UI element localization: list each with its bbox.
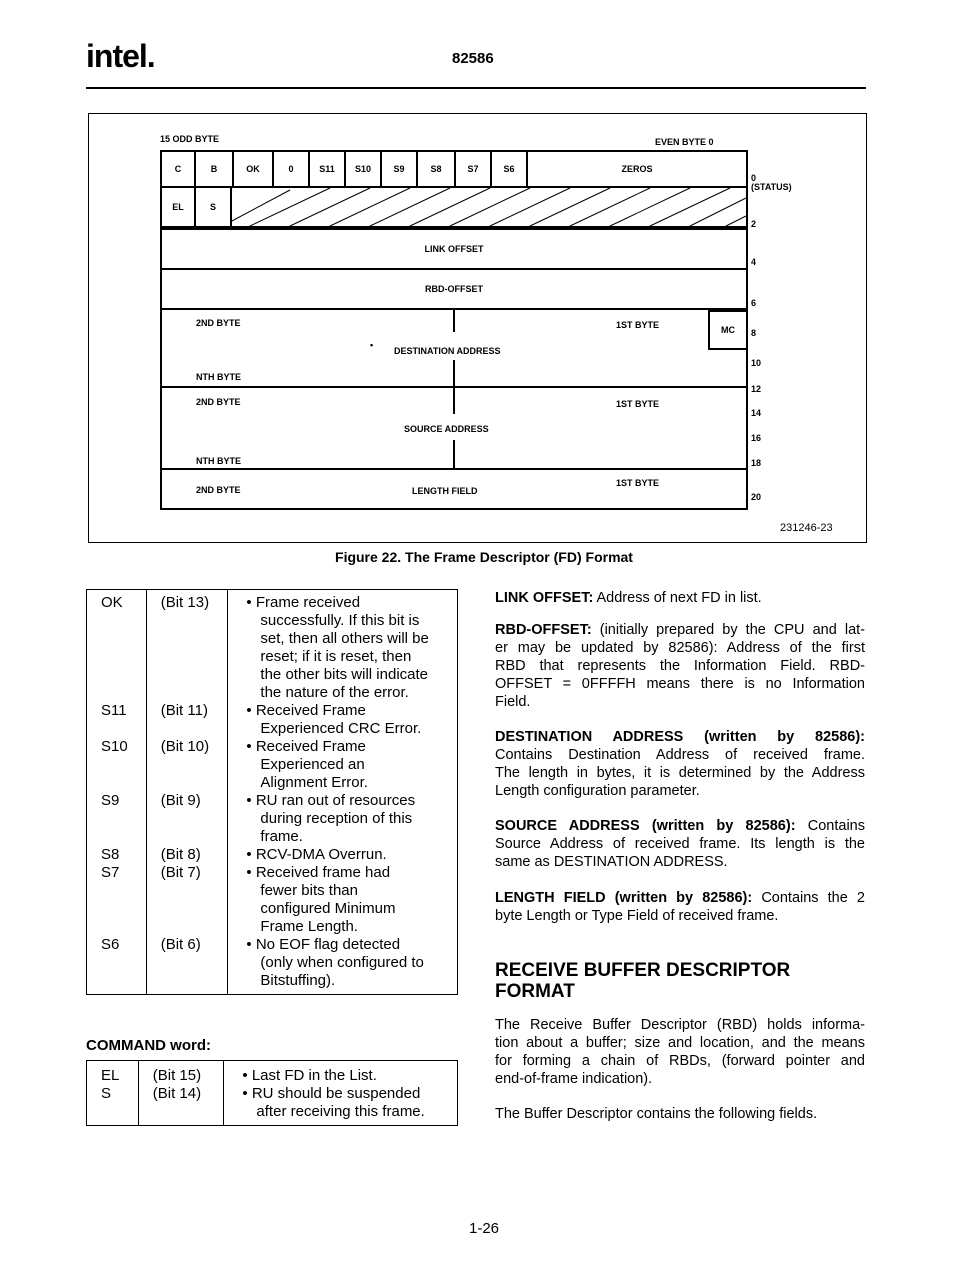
bit-description-line: • No EOF flag detected [246, 936, 401, 953]
figure-caption: Figure 22. The Frame Descriptor (FD) Format [335, 549, 633, 565]
destination-address-paragraph [495, 728, 865, 800]
rbd-text-line: er may be updated by 82586): Address of the first [495, 640, 865, 656]
src-text-line: same as DESTINATION ADDRESS. [495, 854, 728, 870]
intel-logo: intel. [86, 38, 155, 74]
bit-name: S8 [101, 846, 120, 863]
bit-number-cell [146, 846, 228, 864]
rbd-description-paragraph [495, 1016, 865, 1088]
bit-number-cell [146, 702, 228, 738]
bit-description-cell [228, 702, 458, 738]
bit-number: (Bit 7) [160, 864, 201, 881]
bit-description-line: Frame Length. [260, 918, 358, 935]
mc-bit: MC [708, 310, 748, 350]
len-text-line: Contains the 2 [752, 890, 865, 906]
rbd-desc-line: for forming a chain of RBDs, (forward pointer and [495, 1053, 865, 1069]
rbd-desc-line: end-of-frame indication). [495, 1071, 653, 1087]
bit-description-line: • Received Frame [246, 702, 366, 719]
bit-cell-s11: S11 [308, 150, 346, 188]
destination-address-label: DESTINATION ADDRESS [394, 346, 501, 356]
src-divider-top [453, 388, 455, 414]
len-1st-byte: 1ST BYTE [616, 478, 660, 488]
bit-number: (Bit 6) [160, 936, 201, 953]
bit-cell-s9: S9 [380, 150, 418, 188]
command-bits-table [86, 1060, 458, 1126]
table-row [87, 738, 458, 792]
bit-description-cell [224, 1061, 458, 1086]
bit-number-cell [146, 864, 228, 936]
bit-description-cell [228, 590, 458, 703]
link-offset-field: LINK OFFSET [160, 228, 748, 270]
bit-name-cell [87, 936, 147, 995]
bit-name-cell [87, 1085, 139, 1126]
reserved-hatch [230, 186, 748, 228]
rbd-offset-paragraph [495, 621, 865, 711]
bit-number: (Bit 15) [152, 1067, 202, 1084]
dest-dot: • [370, 340, 374, 350]
table-row [87, 590, 458, 703]
bit-name-cell [87, 590, 147, 703]
dest-divider-bottom [453, 360, 455, 386]
source-address-label: SOURCE ADDRESS [404, 424, 489, 434]
offset-16: 16 [751, 433, 762, 443]
bit-name: S7 [101, 864, 120, 881]
src-2nd-byte: 2ND BYTE [196, 397, 241, 407]
table-row [87, 936, 458, 995]
bit-cell-s7: S7 [454, 150, 492, 188]
bit-description-line: • Received frame had [246, 864, 391, 881]
rbd-offset-field: RBD-OFFSET [160, 268, 748, 310]
bit-description-line: set, then all others will be [260, 630, 429, 647]
bit-description-cell [228, 792, 458, 846]
bit-description-line: reset; if it is reset, then [260, 648, 412, 665]
src-text-line: Contains [795, 818, 865, 834]
bit-name: S [101, 1085, 112, 1102]
odd-byte-label: 15 ODD BYTE [160, 134, 220, 144]
src-nth-byte: NTH BYTE [196, 456, 241, 466]
bit-name-cell [87, 792, 147, 846]
bit-description-line: • Last FD in the List. [242, 1067, 377, 1084]
bit-description-cell [224, 1085, 458, 1126]
bit-description-line: Experienced CRC Error. [260, 720, 422, 737]
link-offset-text: Address of next FD in list. [593, 590, 762, 606]
bit-name: OK [101, 594, 123, 611]
status-bits-table [86, 589, 458, 995]
figure-ref-number: 231246-23 [780, 522, 833, 534]
bit-description-line: Experienced an [260, 756, 365, 773]
bit-number-cell [138, 1061, 224, 1086]
rbd-text-line: OFFSET = 0FFFFH means there is no Information [495, 676, 865, 692]
bit-description-line: successfully. If this bit is [260, 612, 420, 629]
destination-address-term: DESTINATION ADDRESS (written by 82586): [495, 729, 865, 745]
bit-name-cell [87, 702, 147, 738]
bit-description-line: the nature of the error. [260, 684, 409, 701]
bit-number: (Bit 8) [160, 846, 201, 863]
offset-2: 2 [751, 219, 757, 229]
bit-name: S11 [101, 702, 127, 719]
offset-6: 6 [751, 298, 757, 308]
bit-name: EL [101, 1067, 120, 1084]
bit-name: S6 [101, 936, 120, 953]
bit-name: S10 [101, 738, 128, 755]
bit-number: (Bit 9) [160, 792, 201, 809]
bit-description-line: Alignment Error. [260, 774, 368, 791]
header-rule [86, 87, 866, 89]
dest-text-line: Length configuration parameter. [495, 783, 700, 799]
len-text-line: byte Length or Type Field of received frame. [495, 908, 779, 924]
offset-18: 18 [751, 458, 762, 468]
offset-0: 0 [751, 173, 757, 183]
rbd-text-line: Field. [495, 694, 531, 710]
dest-divider-top [453, 310, 455, 332]
bit-name-cell [87, 846, 147, 864]
table-row [87, 1061, 458, 1086]
offset-12: 12 [751, 384, 762, 394]
bit-cell-c: C [160, 150, 196, 188]
bit-description-cell [228, 738, 458, 792]
bit-cell-s6: S6 [490, 150, 528, 188]
bit-number-cell [138, 1085, 224, 1126]
dest-text-line: Contains Destination Address of received frame. [495, 747, 865, 763]
bit-name-cell [87, 864, 147, 936]
bit-cell-b: B [194, 150, 234, 188]
bit-description-line: • Frame received [246, 594, 361, 611]
link-offset-paragraph [495, 589, 865, 607]
bit-description-line: during reception of this [260, 810, 413, 827]
bit-cell-s10: S10 [344, 150, 382, 188]
bit-number: (Bit 11) [160, 702, 208, 719]
heading-line: RECEIVE BUFFER DESCRIPTOR [495, 960, 791, 981]
source-address-paragraph [495, 817, 865, 871]
heading-line: FORMAT [495, 981, 575, 1002]
offset-8: 8 [751, 328, 757, 338]
bit-description-cell [228, 864, 458, 936]
length-field-label: LENGTH FIELD [412, 486, 478, 496]
bit-description-cell [228, 846, 458, 864]
table-row [87, 864, 458, 936]
bit-number: (Bit 13) [160, 594, 210, 611]
source-address-term: SOURCE ADDRESS (written by 82586): [495, 818, 796, 834]
bit-name-cell [87, 1061, 139, 1086]
table-row [87, 846, 458, 864]
bit-description-line: the other bits will indicate [260, 666, 429, 683]
offset-4: 4 [751, 257, 757, 267]
bit-cell-el: EL [160, 186, 196, 228]
bit-description-line: configured Minimum [260, 900, 396, 917]
bit-description-line: fewer bits than [260, 882, 358, 899]
bit-description-line: frame. [260, 828, 303, 845]
bit-cell-s: S [194, 186, 232, 228]
dest-text-line: The length in bytes, it is determined by the Address [495, 765, 865, 781]
bit-number-cell [146, 936, 228, 995]
bit-number-cell [146, 590, 228, 703]
table-row [87, 792, 458, 846]
bit-number-cell [146, 738, 228, 792]
dest-nth-byte: NTH BYTE [196, 372, 241, 382]
dest-2nd-byte: 2ND BYTE [196, 318, 241, 328]
dest-1st-byte: 1ST BYTE [616, 320, 660, 330]
bit-description-line: • RU ran out of resources [246, 792, 416, 809]
src-divider-bottom [453, 440, 455, 468]
bit-description-cell [228, 936, 458, 995]
document-number: 82586 [452, 50, 494, 67]
bit-name-cell [87, 738, 147, 792]
bit-number: (Bit 10) [160, 738, 210, 755]
rbd-text-line: RBD that represents the Information Field. RBD- [495, 658, 865, 674]
src-1st-byte: 1ST BYTE [616, 399, 660, 409]
page-number: 1-26 [468, 1220, 500, 1237]
even-byte-label: EVEN BYTE 0 [655, 137, 714, 147]
src-text-line: Source Address of received frame. Its length is the [495, 836, 865, 852]
rbd-offset-term: RBD-OFFSET: [495, 622, 592, 638]
bit-cell-0: 0 [272, 150, 310, 188]
buffer-fields-text: The Buffer Descriptor contains the following fields. [495, 1106, 818, 1122]
rbd-desc-line: The Receive Buffer Descriptor (RBD) holds informa- [495, 1017, 865, 1033]
bit-number: (Bit 14) [152, 1085, 202, 1102]
bit-number-cell [146, 792, 228, 846]
bit-description-line: • RCV-DMA Overrun. [246, 846, 387, 863]
offset-14: 14 [751, 408, 762, 418]
command-word-label: COMMAND word: [86, 1037, 211, 1054]
link-offset-term: LINK OFFSET: [495, 590, 594, 606]
offset-20: 20 [751, 492, 762, 502]
rbd-text-line: (initially prepared by the CPU and lat- [591, 622, 865, 638]
table-row [87, 702, 458, 738]
table-row [87, 1085, 458, 1126]
bit-cell-s8: S8 [416, 150, 456, 188]
length-field-term: LENGTH FIELD (written by 82586): [495, 890, 753, 906]
bit-name: S9 [101, 792, 120, 809]
section-heading [495, 960, 790, 1002]
len-2nd-byte: 2ND BYTE [196, 485, 241, 495]
bit-description-line: Bitstuffing). [260, 972, 336, 989]
bit-cell-ok: OK [232, 150, 274, 188]
length-field-paragraph [495, 889, 865, 925]
bit-description-line: after receiving this frame. [256, 1103, 425, 1120]
rbd-desc-line: tion about a buffer; size and location, and the means [495, 1035, 865, 1051]
bit-description-line: • RU should be suspended [242, 1085, 421, 1102]
buffer-fields-paragraph [495, 1105, 865, 1123]
bit-description-line: (only when configured to [260, 954, 424, 971]
offset-10: 10 [751, 358, 762, 368]
zeros-field: ZEROS [526, 150, 748, 188]
bit-description-line: • Received Frame [246, 738, 366, 755]
offset-status: (STATUS) [751, 182, 792, 192]
